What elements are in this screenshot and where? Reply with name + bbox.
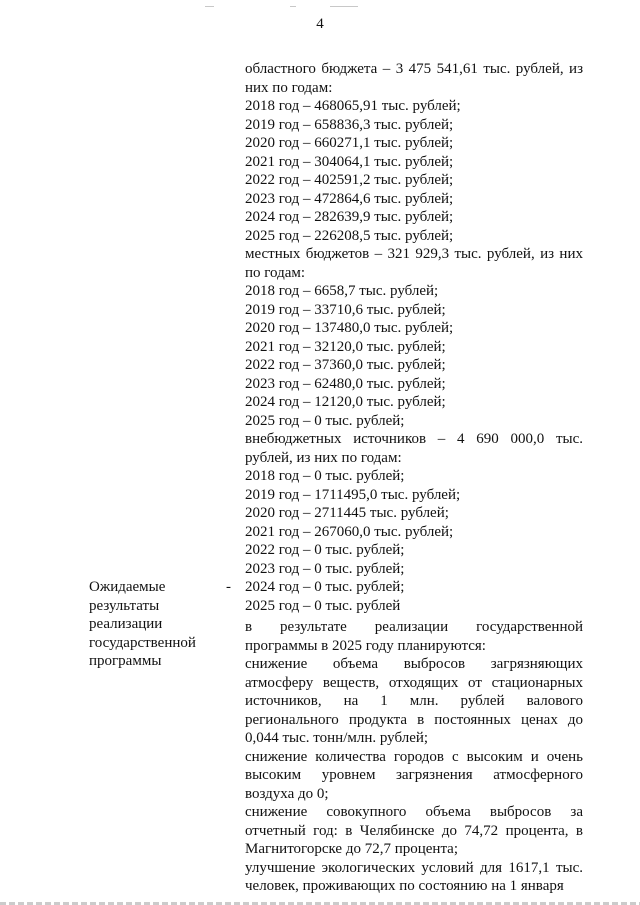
regional-budget-block — [245, 60, 583, 245]
regional-year-row: 2025 год – 226208,5 тыс. рублей; — [245, 227, 454, 244]
regional-year-row: 2021 год – 304064,1 тыс. рублей; — [245, 153, 454, 170]
extrabudgetary-year-row: 2023 год – 0 тыс. рублей; — [245, 560, 405, 577]
expected-result-item: снижение количества городов с высоким и очень высоким уровнем загрязнения атмосферного воздуха до 0; — [245, 748, 583, 802]
regional-year-row: 2023 год – 472864,6 тыс. рублей; — [245, 190, 454, 207]
expected-results-label: Ожидаемые результаты реализации государственной программы — [89, 579, 196, 669]
local-year-row: 2022 год – 37360,0 тыс. рублей; — [245, 357, 446, 373]
row-dash: - — [226, 579, 231, 595]
expected-results-block — [245, 618, 583, 896]
local-budget-header: местных бюджетов – 321 929,3 тыс. рублей, из них — [245, 246, 583, 262]
local-year-row: 2019 год – 33710,6 тыс. рублей; — [245, 301, 446, 318]
page-number: 4 — [316, 16, 324, 32]
regional-year-row: 2020 год – 660271,1 тыс. рублей; — [245, 135, 454, 151]
extrabudgetary-year-row: 2024 год – 0 тыс. рублей; — [245, 579, 405, 595]
local-year-row: 2021 год – 32120,0 тыс. рублей; — [245, 338, 446, 355]
local-year-row: 2024 год – 12120,0 тыс. рублей; — [245, 394, 446, 410]
extrabudgetary-header-cont: рублей, из них по годам: — [245, 449, 402, 466]
local-budget-header-cont: по годам: — [245, 264, 306, 281]
expected-result-item: улучшение экологических условий для 1617,1 тыс. человек, проживающих по состоянию на 1 января — [245, 859, 583, 894]
expected-result-item: снижение совокупного объема выбросов за отчетный год: в Челябинске до 74,72 процента, в Магнитогорске до 72,7 процента; — [245, 804, 583, 857]
extrabudgetary-header: внебюджетных источников – 4 690 000,0 тыс. — [245, 431, 583, 447]
regional-budget-header: областного бюджета – 3 475 541,61 тыс. рублей, из — [245, 61, 583, 77]
local-budget-block — [245, 245, 583, 430]
local-year-row: 2020 год – 137480,0 тыс. рублей; — [245, 320, 454, 336]
expected-result-item: снижение объема выбросов загрязняющих атмосферу веществ, отходящих от стационарных источников, на 1 млн. рублей валового регионального продукта в постоянных ценах до 0,044 тыс. тонн/млн. рублей; — [245, 656, 583, 746]
extrabudgetary-year-row: 2018 год – 0 тыс. рублей; — [245, 468, 405, 484]
local-year-row: 2018 год – 6658,7 тыс. рублей; — [245, 283, 439, 299]
local-year-row: 2023 год – 62480,0 тыс. рублей; — [245, 375, 446, 392]
passport-values-column — [245, 60, 583, 896]
local-year-row: 2025 год – 0 тыс. рублей; — [245, 412, 405, 429]
expected-results-intro: в результате реализации государственной программы в 2025 году планируются: — [245, 619, 583, 654]
regional-year-row: 2019 год – 658836,3 тыс. рублей; — [245, 116, 454, 133]
regional-year-row: 2022 год – 402591,2 тыс. рублей; — [245, 172, 454, 188]
regional-year-row: 2024 год – 282639,9 тыс. рублей; — [245, 209, 454, 225]
extrabudgetary-year-row: 2019 год – 1711495,0 тыс. рублей; — [245, 486, 461, 503]
regional-year-row: 2018 год – 468065,91 тыс. рублей; — [245, 98, 461, 114]
extrabudgetary-year-row: 2021 год – 267060,0 тыс. рублей; — [245, 523, 454, 540]
extrabudgetary-year-row: 2020 год – 2711445 тыс. рублей; — [245, 505, 449, 521]
extrabudgetary-year-row: 2022 год – 0 тыс. рублей; — [245, 542, 405, 558]
extrabudgetary-year-row: 2025 год – 0 тыс. рублей — [245, 597, 401, 614]
regional-budget-header-cont: них по годам: — [245, 79, 333, 96]
extrabudgetary-block — [245, 430, 583, 615]
